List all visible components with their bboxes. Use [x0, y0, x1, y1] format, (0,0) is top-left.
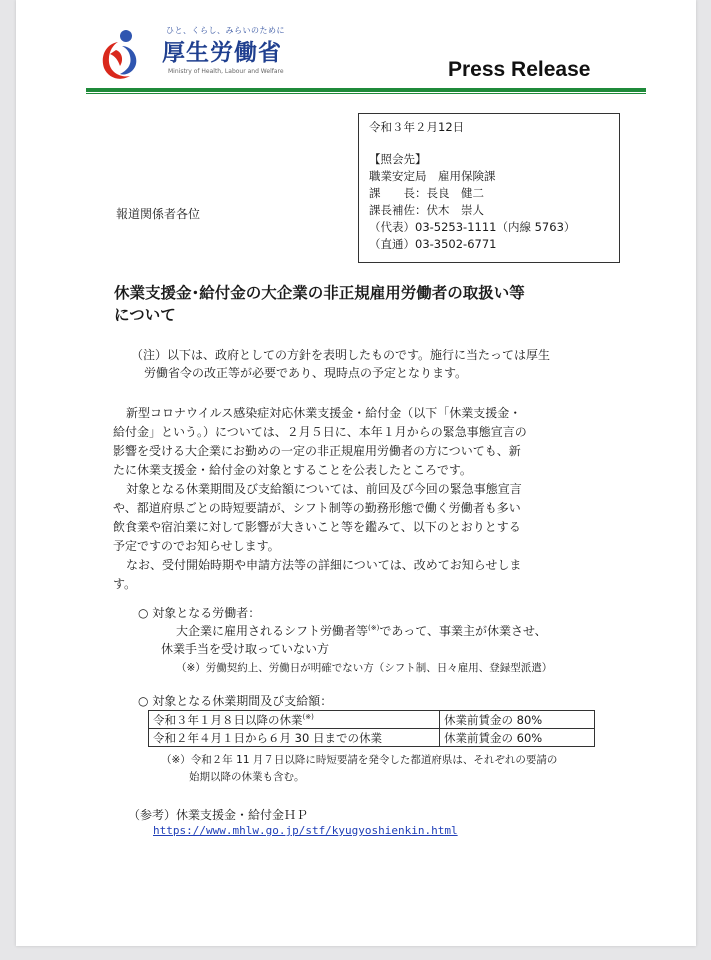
section-target-workers-note: （※）労働契約上、労働日が明確でない方（シフト制、日々雇用、登録型派遣）: [176, 662, 553, 674]
contact-box: [358, 113, 620, 263]
paragraph-line: 対象となる休業期間及び支給額については、前回及び今回の緊急事態宣言: [126, 482, 522, 496]
contact-chief: 課 長：長良 健二: [369, 186, 484, 200]
document-title: [114, 282, 525, 326]
section-benefit-note-line-1: （※）令和２年 11 月７日以降に時短要請を発令した都道府県は、それぞれの要請の: [161, 754, 558, 766]
ministry-name-en: Ministry of Health, Labour and Welfare: [168, 68, 284, 75]
section-benefit-heading: ○ 対象となる休業期間及び支給額：: [138, 694, 333, 708]
title-line-2: について: [114, 306, 176, 324]
period-cell: 令和３年１月８日以降の休業(※): [149, 711, 440, 729]
title-line-1: 休業支援金･給付金の大企業の非正規雇用労働者の取扱い等: [114, 284, 525, 302]
ministry-tagline: ひと、くらし、みらいのために: [166, 26, 285, 35]
section-target-workers-line-1: [176, 622, 547, 639]
note-line-1: （注）以下は、政府としての方針を表明したものです。施行に当たっては厚生: [131, 348, 551, 362]
note-line-2: 労働省令の改正等が必要であり、現時点の予定となります。: [144, 366, 468, 380]
section-target-workers-heading: ○ 対象となる労働者：: [138, 606, 261, 620]
paragraph-line: たに休業支援金・給付金の対象とすることを公表したところです。: [113, 463, 472, 477]
contact-bureau: 職業安定局 雇用保険課: [369, 169, 496, 183]
paragraph-line: す。: [113, 577, 137, 591]
contact-main-phone: （代表）03-5253-1111（内線 5763）: [369, 220, 576, 234]
section-benefit-note-line-2: 始期以降の休業も含む。: [189, 771, 305, 783]
reference-label: （参考）休業支援金・給付金ＨＰ: [128, 808, 309, 822]
ministry-name: 厚生労働省: [162, 40, 282, 66]
benefit-table: [148, 710, 595, 747]
press-release-label: Press Release: [448, 58, 591, 81]
period-cell: 令和２年４月１日から６月 30 日までの休業: [149, 729, 440, 747]
section-target-workers-line-2: 休業手当を受け取っていない方: [161, 642, 330, 656]
amount-cell: 休業前賃金の 60%: [440, 729, 595, 747]
recipients: 報道関係者各位: [116, 207, 201, 221]
mhlw-logo-icon: [96, 28, 146, 82]
release-date: 令和３年２月12日: [369, 120, 465, 134]
footnote-marker: (※): [302, 712, 314, 721]
footnote-marker: (※): [368, 624, 380, 632]
amount-cell: 休業前賃金の 80%: [440, 711, 595, 729]
paragraph-line: 給付金」という。）については、２月５日に、本年１月からの緊急事態宣言の: [113, 425, 527, 439]
table-row: [149, 729, 595, 747]
paragraph-line: 影響を受ける大企業にお勤めの一定の非正規雇用労働者の方についても、新: [113, 444, 521, 458]
table-row: [149, 711, 595, 729]
paragraph-line: 新型コロナウイルス感染症対応休業支援金・給付金（以下「休業支援金・: [126, 406, 522, 420]
contact-direct-phone: （直通）03-3502-6771: [369, 237, 497, 251]
header-divider-thin: [86, 93, 646, 94]
paragraph-line: 飲食業や宿泊業に対して影響が大きいこと等を鑑みて、以下のとおりとする: [113, 520, 521, 534]
document-page: [16, 0, 696, 946]
contact-assistant: 課長補佐：伏木 崇人: [369, 203, 484, 217]
reference-link[interactable]: https://www.mhlw.go.jp/stf/kyugyoshienkin.html: [153, 824, 458, 837]
paragraph-line: や、都道府県ごとの時短要請が、シフト制等の勤務形態で働く労働者も多い: [113, 501, 521, 515]
paragraph-line: なお、受付開始時期や申請方法等の詳細については、改めてお知らせしま: [126, 558, 522, 572]
paragraph-line: 予定ですのでお知らせします。: [113, 539, 280, 553]
target-workers-text-a: 大企業に雇用されるシフト労働者等: [176, 624, 369, 638]
contact-heading: 【照会先】: [369, 152, 427, 166]
target-workers-text-b: であって、事業主が休業させ、: [379, 624, 547, 638]
header-divider: [86, 88, 646, 92]
